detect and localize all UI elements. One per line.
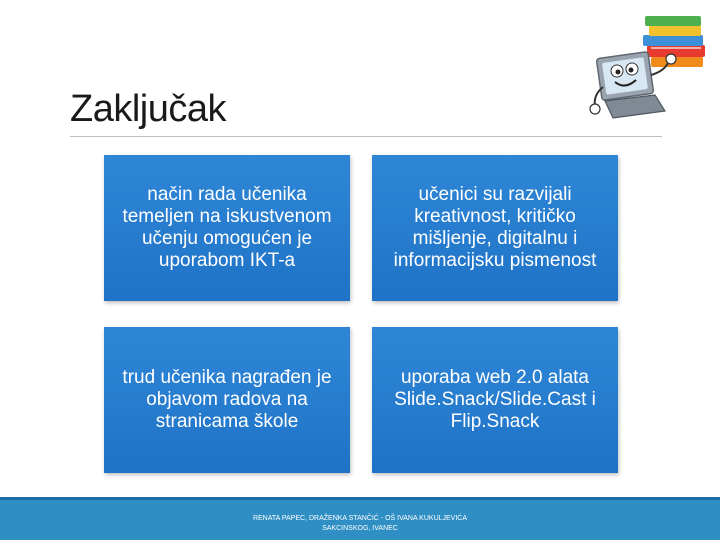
tile-teaching-method xyxy=(104,155,350,301)
tile-reward xyxy=(104,327,350,473)
tile-skills xyxy=(372,155,618,301)
tile-tools xyxy=(372,327,618,473)
title-divider xyxy=(70,136,662,137)
footer-line-2: SAKCINSKOG, IVANEC xyxy=(322,525,398,532)
tile-text: uporaba web 2.0 alata Slide.Snack/Slide.Cast i Flip.Snack xyxy=(394,367,596,432)
footer-stripe xyxy=(0,497,720,500)
tile-text: način rada učenika temeljen na iskustvenom učenju omogućen je uporabom IKT-a xyxy=(122,184,332,271)
laptop-with-books-icon xyxy=(585,15,710,130)
tile-text: trud učenika nagrađen je objavom radova na stranicama škole xyxy=(122,367,332,432)
footer-line-1: RENATA PAPEC, DRAŽENKA STANČIĆ - OŠ IVANA KUKULJEVIĆA xyxy=(252,515,468,522)
slide-title: Zaključak xyxy=(70,88,226,130)
footer-credits xyxy=(200,514,520,534)
tile-text: učenici su razvijali kreativnost, kritičko mišljenje, digitalnu i informacijsku pismenost xyxy=(393,184,597,271)
